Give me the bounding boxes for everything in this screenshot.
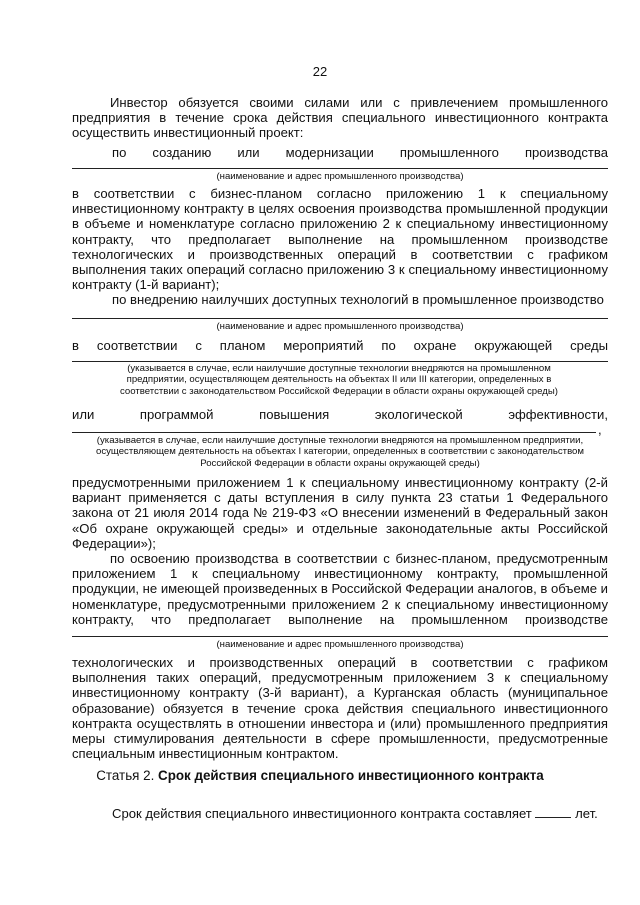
- page-number: 22: [312, 64, 328, 79]
- contract-term-line: [112, 806, 608, 821]
- blank-line-4: [72, 432, 596, 433]
- contract-term-text: Срок действия специального инвестиционного контракта составляет: [112, 806, 532, 821]
- variant-1-line: по созданию или модернизации промышленного производства: [112, 145, 608, 160]
- paragraph-variant-2: предусмотренными приложением 1 к специальному инвестиционному контракту (2-й вариант применяется с даты вступления в силу пункта 23 статьи 1 Федерального закона от 21 июля 2014 года № 219-ФЗ «О внесении изменений в Федеральный закон «Об охране окружающей среды» и отдельные законодательные акты Российской Федерации»);: [72, 475, 608, 551]
- blank-line-5: [72, 636, 608, 637]
- caption-name-address-1: (наименование и адрес промышленного производства): [216, 171, 464, 182]
- article-2-heading: [0, 768, 640, 783]
- paragraph-region-obligation: технологических и производственных операций в соответствии с графиком выполнения таких операций, предусмотренным приложением 3 к специальному инвестиционному контракту (3-й вариант), а Курганская область (муниципальное образование) обязуется в течение срока действия специального инвестиционного контракта осуществлять в отношении инвестора и (или) промышленного предприятия меры стимулирования деятельности в сфере промышленности, предусмотренные специальным инвестиционным контрактом.: [72, 655, 608, 762]
- article-2-title: Срок действия специального инвестиционного контракта: [158, 768, 544, 783]
- contract-term-unit: лет.: [575, 806, 598, 821]
- blank-line-2: [72, 318, 608, 319]
- paragraph-investor-obligation: Инвестор обязуется своими силами или с привлечением промышленного предприятия в течение срока действия специального инвестиционного контракта осуществить инвестиционный проект:: [72, 95, 608, 141]
- caption-category-1: (указывается в случае, если наилучшие доступные технологии внедряются на промышленном предприятии, осуществляющем деятельность на объектах I категории, определенных в соответствии с законодательством Российской Федерации в области охраны окружающей среды): [95, 435, 584, 469]
- blank-line-1: [72, 168, 608, 169]
- article-2-prefix: Статья 2.: [96, 768, 159, 783]
- blank-line-3: [72, 361, 608, 362]
- caption-name-address-3: (наименование и адрес промышленного производства): [216, 639, 464, 650]
- environment-plan-line: в соответствии с планом мероприятий по охране окружающей среды: [72, 338, 608, 353]
- eco-program-line: или программой повышения экологической эффективности,: [72, 407, 608, 422]
- caption-name-address-2: (наименование и адрес промышленного производства): [216, 321, 464, 332]
- contract-term-years-blank: [535, 807, 571, 818]
- caption-categories-2-3: (указывается в случае, если наилучшие доступные технологии внедряются на промышленном предприятии, осуществляющем деятельность на объектах II или III категории, определенных в соответствии с законодательством Российской Федерации в области охраны окружающей среды): [120, 363, 558, 397]
- paragraph-variant-3: по освоению производства в соответствии с бизнес-планом, предусмотренным приложением 1 к специальному инвестиционному контракту, промышленной продукции, не имеющей произведенных в Российской Федерации аналогов, в объеме и номенклатуре, предусмотренными приложением 2 к специальному инвестиционному контракту, что предполагает выполнение на промышленном производстве: [72, 551, 608, 627]
- variant-2-line: по внедрению наилучших доступных технологий в промышленное производство: [112, 292, 604, 307]
- paragraph-variant-1: в соответствии с бизнес-планом согласно приложению 1 к специальному инвестиционному контракту в целях освоения производства промышленной продукции в объеме и номенклатуре согласно приложению 2 к специальному инвестиционному контракту, что предполагает выполнение на промышленном производстве технологических и производственных операций в соответствии с графиком выполнения таких операций согласно приложению 3 к специальному инвестиционному контракту (1-й вариант);: [72, 186, 608, 293]
- blank-line-4-comma: ,: [598, 422, 602, 437]
